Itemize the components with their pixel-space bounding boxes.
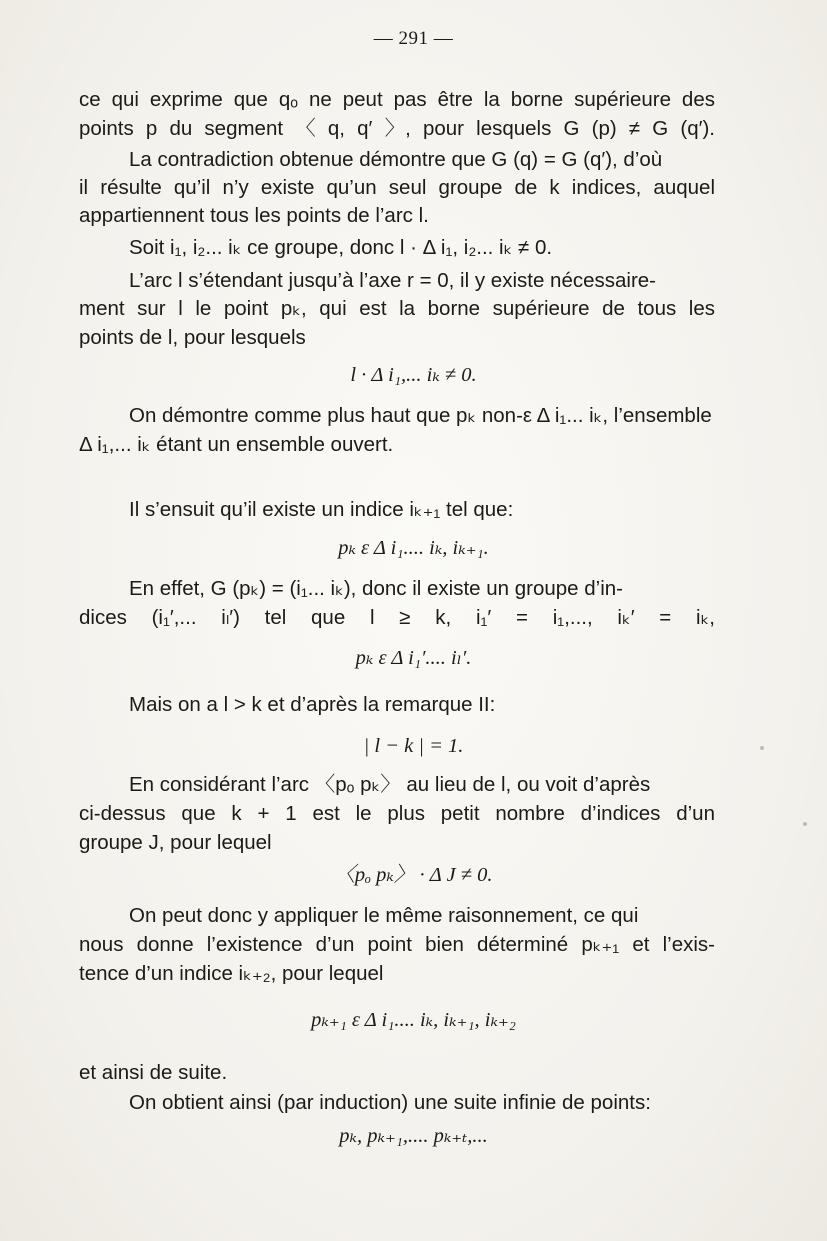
text-line-27: pₖ₊₁ ε Δ i₁.... iₖ, iₖ₊₁, iₖ₊₂ [311,1009,516,1031]
text-line-3: La contradiction obtenue démontre que G (q) = G (q′), d’où [129,148,663,171]
text-line-16: dices (i₁′,... iₗ′) tel que l ≥ k, i₁′ = i₁,..., iₖ′ = iₖ, [79,606,715,629]
text-line-23: 〈pₒ pₖ〉 · Δ J ≠ 0. [334,864,493,886]
text-line-4: il résulte qu’il n’y existe qu’un seul groupe de k indices, auquel [79,176,715,199]
text-line-25: nous donne l’existence d’un point bien déterminé pₖ₊₁ et l’exis- [79,933,715,956]
text-line-13: Il s’ensuit qu’il existe un indice iₖ₊₁ tel que: [129,498,514,521]
page-number: — 291 — [373,28,454,49]
paper-speck [760,746,764,750]
text-line-10: l · Δ i₁,... iₖ ≠ 0. [350,364,477,386]
text-line-11: On démontre comme plus haut que pₖ non-ε Δ i₁... iₖ, l’ensemble [129,404,712,427]
text-line-28: et ainsi de suite. [79,1061,228,1084]
text-line-30: pₖ, pₖ₊₁,.... pₖ₊ₜ,... [339,1125,488,1147]
text-line-26: tence d’un indice iₖ₊₂, pour lequel [79,962,384,985]
text-line-7: L’arc l s’étendant jusqu’à l’axe r = 0, il y existe nécessaire- [129,269,657,292]
text-line-8: ment sur l le point pₖ, qui est la borne supérieure de tous les [79,297,715,320]
text-line-17: pₖ ε Δ i₁′.... iₗ′. [355,647,472,669]
text-line-1: ce qui exprime que qₒ ne peut pas être la borne supérieure des [79,88,715,111]
text-line-9: points de l, pour lesquels [79,326,306,349]
text-line-24: On peut donc y appliquer le même raisonnement, ce qui [129,904,639,927]
text-line-18: Mais on a l > k et d’après la remarque II: [129,693,496,716]
text-line-20: En considérant l’arc 〈pₒ pₖ〉 au lieu de l, ou voit d’après [129,773,651,796]
text-line-12: Δ i₁,... iₖ étant un ensemble ouvert. [79,433,394,456]
text-line-29: On obtient ainsi (par induction) une suite infinie de points: [129,1091,651,1114]
text-line-2: points p du segment 〈 q, q′ 〉, pour lesquels G (p) ≠ G (q′). [79,117,715,140]
text-line-14: pₖ ε Δ i₁.... iₖ, iₖ₊₁. [338,537,489,559]
text-line-19: | l − k | = 1. [363,735,464,757]
text-line-21: ci-dessus que k + 1 est le plus petit nombre d’indices d’un [79,802,715,825]
paper-speck [803,822,807,826]
text-line-6: Soit i₁, i₂... iₖ ce groupe, donc l · Δ i₁, i₂... iₖ ≠ 0. [129,236,553,259]
text-line-15: En effet, G (pₖ) = (i₁... iₖ), donc il existe un groupe d’in- [129,577,624,600]
text-line-5: appartiennent tous les points de l’arc l. [79,204,429,227]
text-line-22: groupe J, pour lequel [79,831,272,854]
